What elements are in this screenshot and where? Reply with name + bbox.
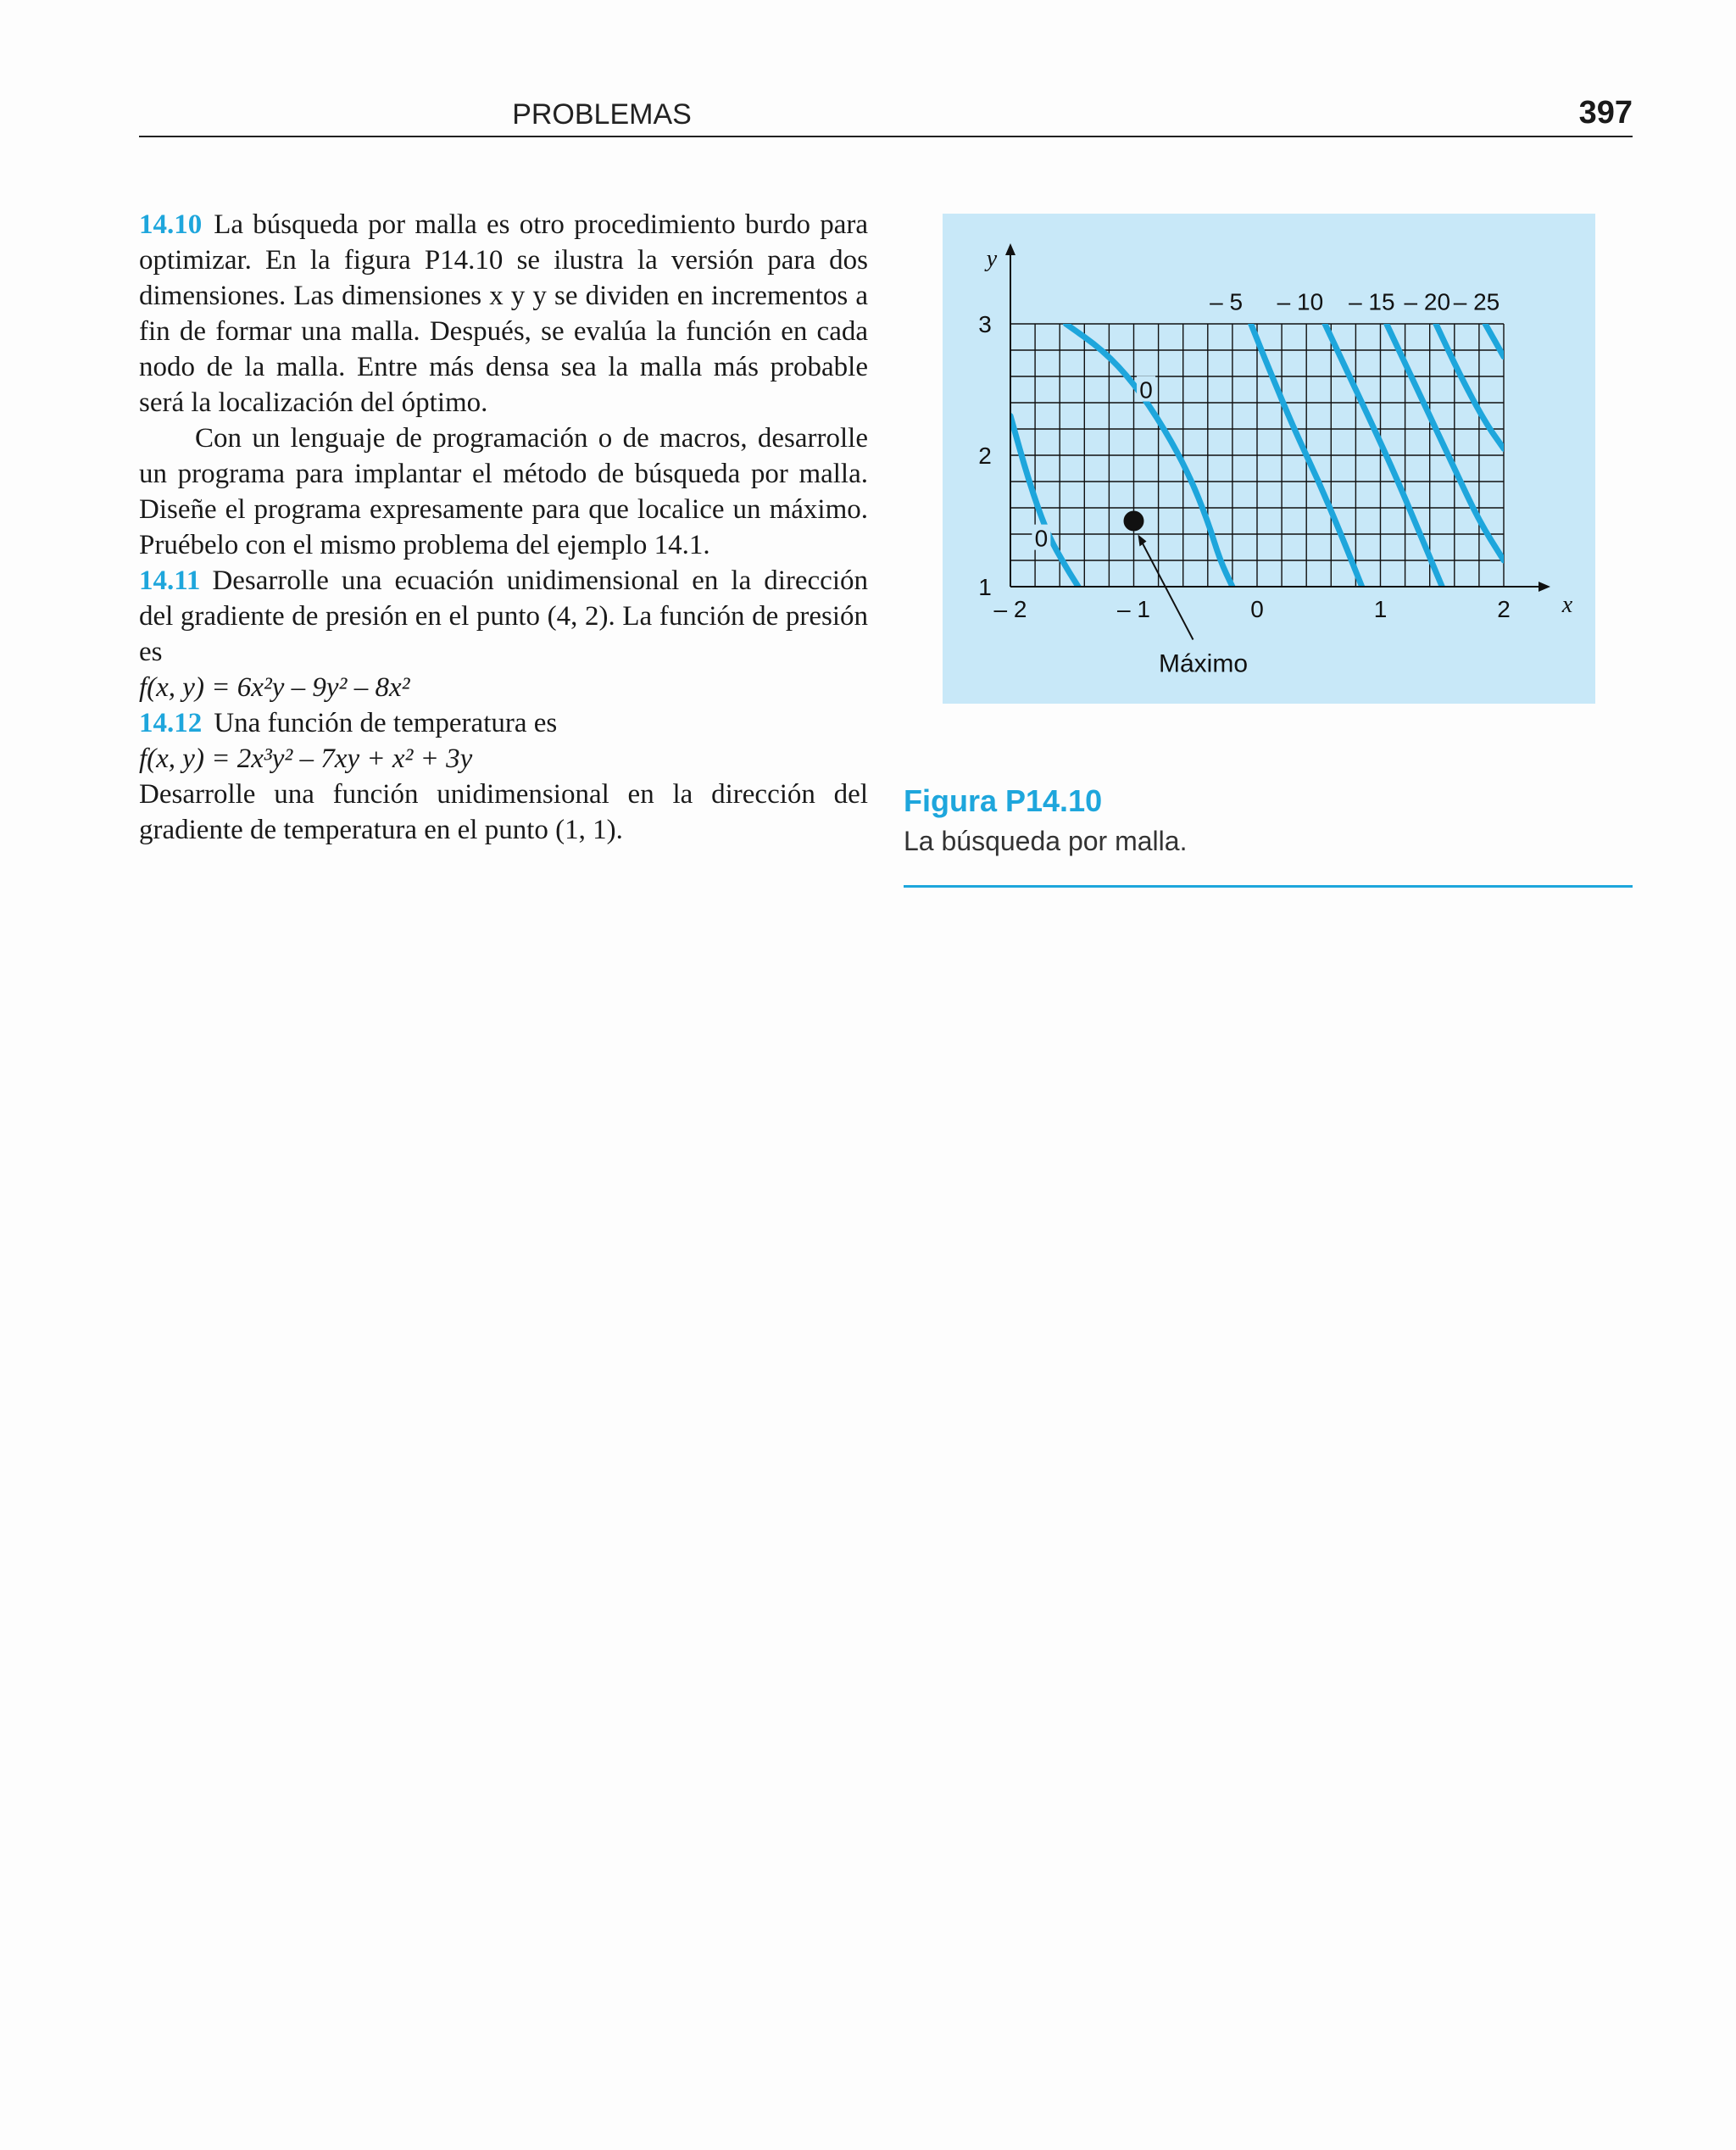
y-tick-label: 3 [978,311,992,337]
problem-number: 14.10 [139,209,203,240]
problem-14-10 [139,207,868,421]
contour-label: – 25 [1453,288,1500,315]
x-tick-label: 0 [1250,596,1264,622]
contour-label: – 20 [1404,288,1451,315]
grid-search-plot [943,214,1595,704]
problem-number: 14.11 [139,565,201,596]
contour-line [1387,324,1504,560]
grid-layer [1010,324,1504,587]
x-tick-label: – 2 [993,596,1027,622]
maximum-leader-arrow [1138,535,1147,547]
problem-14-10-para2: Con un lenguaje de programación o de macros, desarrolle un programa para implantar el método de búsqueda por malla. Diseñe el programa expresamente para que localice un máximo. Pruébelo con el mismo problema del ejemplo 14.1. [139,423,868,560]
equation-temperature: f(x, y) = 2x³y² – 7xy + x² + 3y [139,744,473,774]
x-tick-label: 1 [1373,596,1388,622]
contour-label: – 15 [1349,288,1395,315]
maximum-leader-line [1139,537,1194,640]
x-axis-label: x [1561,592,1573,618]
problem-14-12-followup: Desarrolle una función unidimensional en la dirección del gradiente de temperatura en el punto (1, 1). [139,779,868,845]
contour-line [1010,416,1078,588]
y-axis-arrow [1005,243,1015,255]
problem-text: Desarrolle una ecuación unidimensional en la dirección del gradiente de presión en el punto (4, 2). La función de presión es [139,565,868,667]
header-rule [139,136,1633,137]
y-tick-label: 1 [978,574,992,600]
label-layer [978,246,1573,678]
problem-14-12 [139,705,868,741]
contour-line [1485,324,1504,357]
running-header: PROBLEMAS [512,98,692,131]
contour-label: 0 [1034,525,1049,552]
x-tick-label: 2 [1497,596,1511,622]
figure-caption-title: Figura P14.10 [904,783,1103,818]
contour-label: – 5 [1210,288,1244,315]
problem-14-11 [139,563,868,670]
contour-label: – 10 [1277,288,1324,315]
y-axis-label: y [986,246,998,272]
page-number: 397 [1578,95,1633,131]
caption-rule [904,885,1633,888]
maximum-point [1124,511,1144,532]
problem-number: 14.12 [139,708,203,738]
problem-text: Una función de temperatura es [214,708,558,738]
x-tick-label: – 1 [1117,596,1150,622]
figure-caption-text: La búsqueda por malla. [904,826,1188,856]
maximum-label: Máximo [1158,649,1249,678]
y-tick-label: 2 [978,443,992,469]
x-axis-arrow [1538,582,1550,592]
figure-grid-search [943,214,1595,704]
contour-label: 0 [1139,376,1153,404]
equation-pressure: f(x, y) = 6x²y – 9y² – 8x² [139,672,410,703]
problems-column [139,207,868,848]
problem-text: La búsqueda por malla es otro procedimiento burdo para optimizar. En la figura P14.10 se ilustra la versión para dos dimensiones. Las dimensiones x y y se dividen en incrementos a fin de formar una malla. Después, se evalúa la función en cada nodo de la malla. Entre más densa sea la malla más probable será la localización del óptimo. [139,209,868,418]
